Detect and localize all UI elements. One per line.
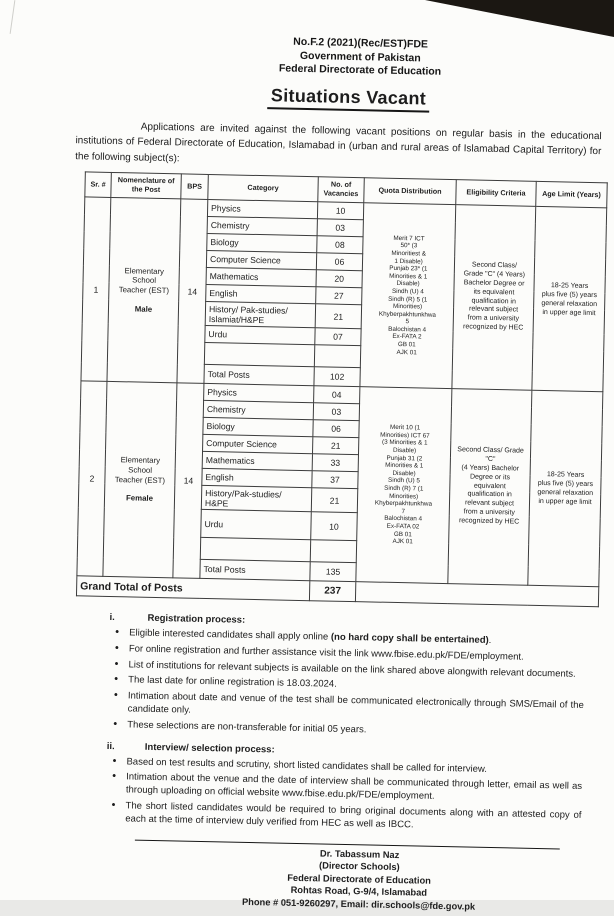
document-content <box>0 18 614 916</box>
cell-category: Computer Science <box>203 434 313 453</box>
vacancies-table <box>76 171 608 607</box>
grand-total-value: 237 <box>309 581 355 602</box>
cell-age-limit: 18-25 Years plus five (5) years general relaxation in upper age limit <box>528 390 603 586</box>
cell-vacancies: 03 <box>317 219 363 237</box>
interview-section <box>105 741 583 836</box>
col-header-eligibility: Eligibility Criteria <box>456 180 537 207</box>
list-item <box>125 800 581 835</box>
col-header-vacancies: No. of Vacancies <box>318 177 365 203</box>
empty-cell <box>355 582 598 607</box>
empty-cell <box>314 345 360 368</box>
cell-category: Biology <box>207 233 317 252</box>
government-line: Government of Pakistan <box>110 45 610 69</box>
cell-total-label: Total Posts <box>204 364 314 385</box>
cell-category: History/Pak-studies/ H&PE <box>201 485 311 511</box>
cell-post <box>103 381 177 577</box>
bullet-text: Based on test results and scrutiny, short listed candidates shall be called for interview. <box>126 756 487 775</box>
signatory-address: Rohtas Road, G-9/4, Islamabad <box>149 881 569 902</box>
cell-vacancies: 33 <box>312 454 358 472</box>
cell-total-value: 135 <box>310 562 356 582</box>
reference-number: No.F.2 (2021)(Rec/EST)FDE <box>111 32 611 56</box>
col-header-category: Category <box>208 174 318 201</box>
cell-vacancies: 06 <box>316 253 362 271</box>
cell-vacancies: 21 <box>313 437 359 455</box>
bullet-text: List of institutions for relevant subjects is available on the link shared above alongwith relevant documents. <box>128 659 575 679</box>
cell-bps: 14 <box>173 383 204 579</box>
cell-vacancies: 20 <box>316 270 362 288</box>
bullet-text: Intimation about date and venue of the test shall be communicated electronically through SMS/Email of the candidate only. <box>128 691 584 716</box>
col-header-sr: Sr. # <box>85 172 112 198</box>
cell-bps: 14 <box>177 199 208 384</box>
directorate-line: Federal Directorate of Education <box>110 59 610 83</box>
cell-age-limit: 18-25 Years plus five (5) years general relaxation in upper age limit <box>532 206 607 391</box>
cell-category: Physics <box>207 199 317 218</box>
section-title: Interview/ selection process: <box>145 741 275 755</box>
cell-category: Urdu <box>201 509 312 539</box>
cell-eligibility: Second Class/ Grade "C" (4 Years) Bachelor Degree or its equivalent qualification in relevant subject from a university recognized by HEC <box>452 205 536 391</box>
intro-paragraph: Applications are invited against the following vacant positions on regular basis in the educational institutions of Federal Directorate of Education, Islamabad in (urban and rural areas of Islamabad Capital Territory) for the following subject(s): <box>75 118 602 176</box>
cell-eligibility: Second Class/ Grade "C" (4 Years) Bachelor Degree or its equivalent qualification in relevant subject from a university recognized by HEC <box>448 389 532 586</box>
bullet-text: . <box>489 635 492 646</box>
post-name: Elementary School Teacher (EST) <box>112 266 176 296</box>
cell-category: Computer Science <box>206 250 316 269</box>
cell-vacancies: 07 <box>315 328 361 346</box>
bullet-text: These selections are non-transferable for initial 05 years. <box>127 719 366 735</box>
bullet-text: The last date for online registration is 18.03.2024. <box>128 675 337 690</box>
cell-vacancies: 08 <box>317 236 363 254</box>
cell-vacancies: 37 <box>312 471 358 489</box>
signatory-name: Dr. Tabassum Naz <box>150 843 570 864</box>
title-wrap <box>98 81 598 115</box>
registration-section <box>107 612 585 742</box>
bullet-list <box>105 756 582 836</box>
col-header-quota: Quota Distribution <box>364 178 457 205</box>
cell-quota: Merit 7 ICT 50* (3 Minoritiest & 1 Disable) Punjab 23* (1 Minorities & 1 Disable) Sindh (U) 4 Sindh (R) 5 (1 Minorities) Khyberpakhtunkhwa 5 Balochistan 4 Ex-FATA 2 GB 01 AJK 01 <box>360 203 456 389</box>
post-name: Elementary School Teacher (EST) <box>108 455 172 485</box>
cell-total-value: 102 <box>314 367 360 387</box>
grand-total-label: Grand Total of Posts <box>76 576 309 601</box>
cell-category: Mathematics <box>206 267 316 286</box>
cell-category: English <box>206 284 316 303</box>
bullet-text-bold: (no hard copy shall be entertained) <box>331 632 489 646</box>
section-number: i. <box>109 612 147 624</box>
bullet-text: For online registration and further assistance visit the link www.fbise.edu.pk/FDE/employment. <box>129 643 524 662</box>
cell-total-label: Total Posts <box>200 559 310 580</box>
cell-vacancies: 10 <box>311 512 358 541</box>
cell-vacancies: 03 <box>313 403 359 421</box>
cell-vacancies: 27 <box>316 287 362 305</box>
section-number: ii. <box>107 741 145 753</box>
col-header-age-limit: Age Limit (Years) <box>536 181 608 207</box>
cell-category: Chemistry <box>207 216 317 235</box>
bullet-text: Eligible interested candidates shall apply online <box>129 627 331 642</box>
signature-block <box>148 843 569 915</box>
cell-category: English <box>202 468 312 487</box>
cell-sr: 2 <box>77 381 107 577</box>
cell-post <box>107 197 181 382</box>
cell-category: Biology <box>203 417 313 436</box>
signatory-org: Federal Directorate of Education <box>149 869 569 890</box>
cell-category: History/ Pak-studies/ Islamiat/H&PE <box>205 301 315 327</box>
section-title: Registration process: <box>147 613 245 626</box>
signatory-contact: Phone # 051-9260297, Email: dir.schools@fde.gov.pk <box>148 894 568 915</box>
post-gender: Male <box>112 304 175 315</box>
cell-vacancies: 06 <box>313 420 359 438</box>
bullet-text: The short listed candidates would be required to bring original documents along with an attested copy of each at the time of interview duly verified from HEC as well as IBCC. <box>125 800 581 830</box>
cell-category: Physics <box>204 383 314 402</box>
cell-category: Urdu <box>205 325 315 344</box>
cell-sr: 1 <box>81 197 111 382</box>
empty-cell <box>200 537 310 561</box>
cell-vacancies: 21 <box>311 488 357 513</box>
cell-category: Mathematics <box>202 451 312 470</box>
cell-category: Chemistry <box>203 400 313 419</box>
cell-vacancies: 04 <box>314 386 360 404</box>
page-title: Situations Vacant <box>268 85 430 112</box>
empty-cell <box>204 342 314 366</box>
cell-vacancies: 21 <box>315 304 361 329</box>
cell-quota: Merit 10 (1 Minorities) ICT 67 (3 Minorities & 1 Disable) Punjab 31 (2 Minorities & 1 Disable) Sindh (U) 5 Sindh (R) 7 (1 Minorities) Khyberpakhtunkhwa 7 Balochistan 4 Ex-FATA 02 GB 01 AJK 01 <box>356 387 452 584</box>
col-header-bps: BPS <box>181 174 209 200</box>
empty-cell <box>310 540 356 563</box>
cell-vacancies: 10 <box>317 202 363 220</box>
col-header-post: Nomenclature of the Post <box>111 172 182 198</box>
post-gender: Female <box>108 493 171 504</box>
signatory-title: (Director Schools) <box>149 856 569 877</box>
letterhead <box>110 32 611 83</box>
bullet-list <box>107 627 585 742</box>
bullet-text: Intimation about the venue and the date of interview shall be communicated through letter, email as well as through uploading on official website www.fbise.edu.pk/FDE/employment. <box>126 772 582 802</box>
